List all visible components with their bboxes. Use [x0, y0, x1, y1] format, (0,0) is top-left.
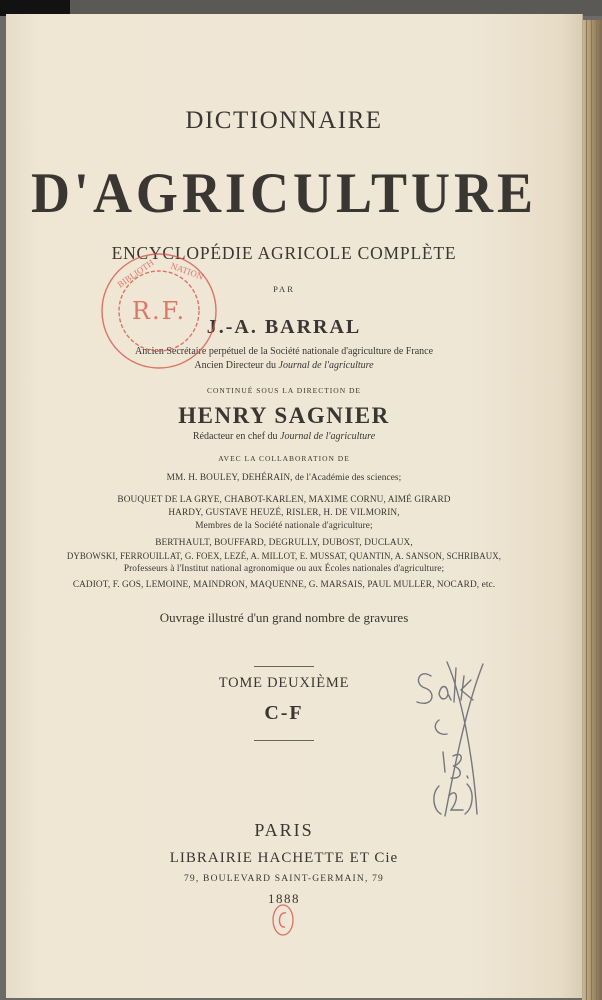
collaboration-heading: AVEC LA COLLABORATION DE — [218, 454, 350, 463]
rule-above-volume — [254, 666, 314, 667]
collaborator-line: Professeurs à l'Institut national agronomique ou aux Écoles nationales d'agriculture; — [123, 564, 445, 574]
editor-role — [6, 431, 562, 442]
handwritten-shelfmark-icon — [401, 654, 501, 824]
continued-by-label: CONTINUÉ SOUS LA DIRECTION DE — [207, 386, 361, 395]
page-edge-line — [591, 20, 592, 1000]
author-role-1: Ancien Secrétaire perpétuel de la Société nationale d'agriculture de France — [134, 346, 434, 357]
title-line-1: DICTIONNAIRE — [185, 107, 383, 134]
page-edge-line — [596, 20, 597, 1000]
author-role-2-journal: Journal de l'agriculture — [278, 360, 374, 371]
page-edge-line — [586, 20, 587, 1000]
title-page-content — [6, 14, 582, 998]
collaborator-line: BERTHAULT, BOUFFARD, DEGRULLY, DUBOST, DUCLAUX, — [155, 538, 413, 548]
svg-text:BIBLIOTH: BIBLIOTH — [115, 258, 156, 290]
book-page-edges — [582, 20, 602, 1000]
collaborator-line: MM. H. BOULEY, DEHÉRAIN, de l'Académie des sciences; — [166, 473, 402, 483]
author-role-2 — [6, 360, 562, 371]
library-stamp-icon — [98, 250, 220, 372]
editor-role-journal: Journal de l'agriculture — [280, 431, 376, 442]
volume-range: C-F — [264, 702, 304, 724]
illustrated-note: Ouvrage illustré d'un grand nombre de gravures — [159, 610, 409, 625]
collaborator-line: Membres de la Société nationale d'agriculture; — [195, 521, 373, 531]
collaborator-line: DYBOWSKI, FERROUILLAT, G. FOEX, LEZÉ, A. MILLOT, E. MUSSAT, QUANTIN, A. SANSON, SCHRIBAUX, — [66, 551, 502, 561]
collaborator-line: CADIOT, F. GOS, LEMOINE, MAINDRON, MAQUENNE, G. MARSAIS, PAUL MULLER, NOCARD, etc. — [72, 580, 496, 590]
svg-text:NATION: NATION — [169, 261, 205, 282]
editor-role-prefix: Rédacteur en chef du — [192, 431, 281, 442]
collaborator-line: HARDY, GUSTAVE HEUZÉ, RISLER, H. DE VILMORIN, — [168, 508, 400, 518]
par-label: PAR — [273, 284, 295, 294]
rule-below-volume — [254, 740, 314, 741]
small-red-stamp-icon — [270, 902, 296, 938]
author-role-2-prefix: Ancien Directeur du — [194, 360, 279, 371]
publication-city: PARIS — [254, 820, 314, 840]
svg-text:R.F.: R.F. — [131, 297, 187, 325]
title-line-2: D'AGRICULTURE — [30, 161, 538, 225]
collaborator-line: BOUQUET DE LA GRYE, CHABOT-KARLEN, MAXIME CORNU, AIMÉ GIRARD — [117, 495, 451, 505]
author-name: J.-A. BARRAL — [206, 316, 362, 338]
publisher-name: LIBRAIRIE HACHETTE ET Cie — [169, 850, 399, 866]
title-page — [6, 14, 583, 998]
publisher-address: 79, BOULEVARD SAINT-GERMAIN, 79 — [183, 874, 385, 884]
subtitle: ENCYCLOPÉDIE AGRICOLE COMPLÈTE — [111, 243, 457, 263]
publication-year: 1888 — [268, 891, 300, 906]
volume-label: TOME DEUXIÈME — [218, 675, 350, 691]
editor-name: HENRY SAGNIER — [178, 403, 390, 428]
